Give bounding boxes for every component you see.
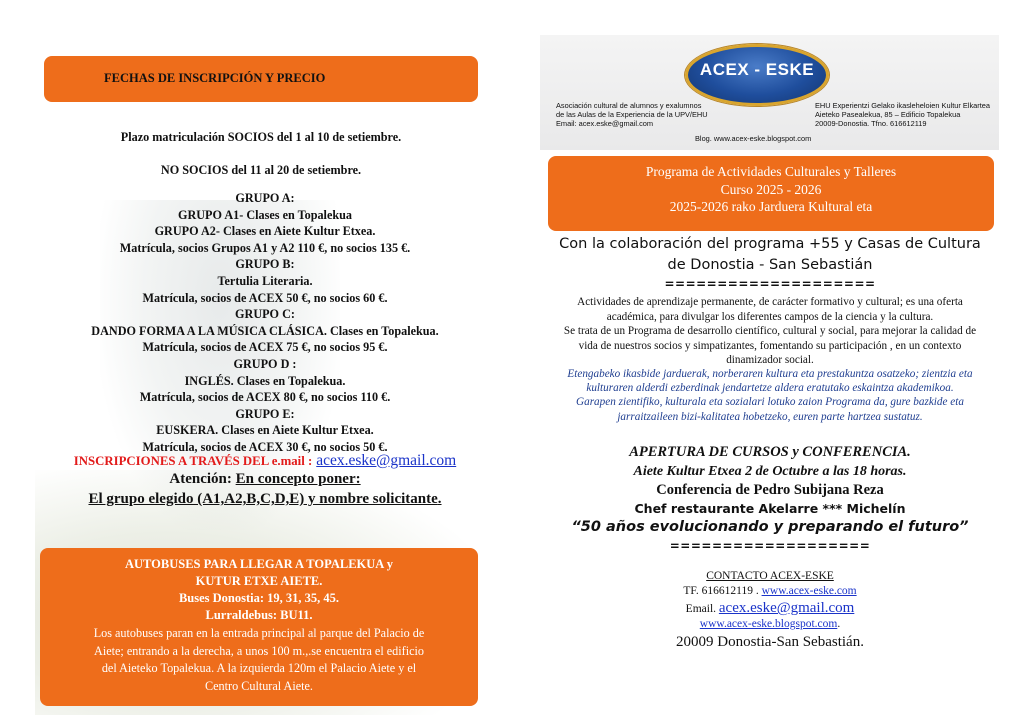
group-line: GRUPO C:: [235, 307, 295, 322]
basque-line: kulturaren alderdi ezberdinak jendartetze aldera eratutako eskaintza akademikoa.: [586, 382, 954, 395]
logo-right-line: Aieteko Pasealekua, 85 – Edificio Topalekua: [815, 110, 961, 119]
aiete-date: Aiete Kultur Etxea 2 de Octubre a las 18 horas.: [633, 464, 907, 479]
groups-list: [40, 190, 490, 456]
contacto-city: 20009 Donostia-San Sebastián.: [676, 634, 864, 650]
bus-description-line: Centro Cultural Aiete.: [205, 678, 313, 693]
chef-line: Chef restaurante Akelarre *** Michelín: [634, 501, 906, 516]
contacto-title: CONTACTO ACEX-ESKE: [706, 570, 834, 582]
bus-lines: Buses Donostia: 19, 31, 35, 45.: [178, 591, 340, 605]
group-line: Matrícula, socios de ACEX 75 €, no socios 95 €.: [142, 340, 388, 355]
group-line: GRUPO E:: [235, 406, 295, 421]
inscripciones-line: [40, 452, 490, 470]
description-line: académica, para divulgar los diferentes campos de la ciencia y la cultura.: [606, 310, 934, 323]
colaboracion-line-1: Con la colaboración del programa +55 y Casas de Cultura: [559, 236, 981, 252]
bus-description-line: Los autobuses paran en la entrada principal al parque del Palacio de: [93, 626, 425, 640]
bus-description-line: del Aieteko Topalekua. A la izquierda 120m el Palacio Aiete y el: [101, 661, 417, 675]
group-line: GRUPO A2- Clases en Aiete Kultur Etxea.: [154, 224, 376, 239]
group-line: Tertulia Literaria.: [217, 273, 313, 288]
web-link[interactable]: www.acex-eske.com: [761, 585, 857, 597]
logo-right-info: [815, 101, 997, 128]
concepto-label: En concepto poner:: [235, 471, 361, 487]
programa-line: Programa de Actividades Culturales y Talleres: [645, 164, 897, 179]
separator-2: ===================: [669, 539, 871, 553]
logo-title: ACEX - ESKE: [699, 60, 815, 79]
blog-link[interactable]: www.acex-eske.blogspot.com: [699, 618, 838, 630]
group-line: Matrícula, socios de ACEX 50 €, no socios 60 €.: [142, 290, 388, 305]
group-line: EUSKERA. Clases en Aiete Kultur Etxea.: [156, 423, 374, 438]
logo-left-line: Asociación cultural de alumnos y exalumnos: [556, 101, 702, 110]
plazo-socios: Plazo matriculación SOCIOS del 1 al 10 de setiembre.: [120, 130, 402, 144]
separator: ====================: [664, 277, 876, 291]
logo-right-line: 20009-Donostia. Tfno. 616612119: [815, 119, 927, 128]
description-line: vida de nuestros socios y simpatizantes, fomentando su participación , en un contexto: [578, 339, 962, 352]
group-line: DANDO FORMA A LA MÚSICA CLÁSICA. Clases en Topalekua.: [91, 323, 439, 338]
programa-title: [548, 163, 994, 216]
group-line: GRUPO D :: [233, 356, 297, 371]
basque-line: Etengabeko ikasbide jarduerak, norberaren kultura eta prestakuntza osatzeko; zientzia eta: [567, 368, 973, 380]
basque-line: Garapen zientifiko, kulturala eta sozialari lotuko zaion Programa da, gure bazkide eta: [576, 396, 964, 409]
email-link[interactable]: acex.eske@gmail.com: [718, 600, 855, 616]
contacto-email-line: [540, 600, 1000, 617]
basque-line: jarraitzaileen bizi-kalitatea hobetzeko, euren parte hartzea sustatuz.: [617, 410, 923, 423]
logo-left-line: de las Aulas de la Experiencia de la UPV/EHU: [556, 110, 708, 119]
logo-left-info: [556, 101, 796, 128]
inscription-header-title: FECHAS DE INSCRIPCIÓN Y PRECIO: [104, 71, 326, 85]
inscripciones-label: INSCRIPCIONES A TRAVÉS DEL e.mail :: [73, 454, 313, 468]
logo-left-line: Email: acex.eske@gmail.com: [556, 119, 654, 128]
bus-title-2: KUTUR ETXE AIETE.: [195, 574, 323, 588]
grupo-elegido-text: El grupo elegido (A1,A2,B,C,D,E) y nombre solicitante: [88, 491, 438, 507]
description-line: Actividades de aprendizaje permanente, de carácter formativo y cultural; es una oferta: [577, 296, 963, 308]
contacto-blog-line: [540, 618, 1000, 630]
group-line: Matrícula, socios de ACEX 80 €, no socios 110 €.: [139, 390, 391, 405]
group-line: Matrícula, socios de ACEX 30 €, no socios 50 €.: [142, 439, 388, 454]
description-basque: [540, 367, 1000, 424]
group-line: INGLÉS. Clases en Topalekua.: [184, 373, 346, 388]
contacto-phone-line: [540, 585, 1000, 597]
blog-suffix: .: [837, 618, 841, 630]
group-line: Matrícula, socios Grupos A1 y A2 110 €, no socios 135 €.: [119, 240, 411, 255]
description-line: Se trata de un Programa de desarrollo científico, cultural y social, para mejorar la calidad de: [563, 325, 977, 337]
atencion-line: [40, 471, 490, 488]
programa-line: 2025-2026 rako Jarduera Kultural eta: [669, 199, 873, 214]
inscripciones-email-link[interactable]: acex.eske@gmail.com: [316, 452, 457, 469]
phone-label: TF. 616612119 .: [683, 585, 759, 597]
logo-right-line: EHU Experientzi Gelako ikasleheloien Kultur Elkartea: [815, 101, 990, 110]
bus-title-1: AUTOBUSES PARA LLEGAR A TOPALEKUA y: [124, 557, 393, 571]
lurraldebus-lines: Lurraldebus: BU11.: [205, 608, 313, 622]
bus-description: [40, 625, 478, 695]
bus-description-line: Aiete; entrando a la derecha, a unos 100 m.,.se encuentra el edificio: [94, 643, 424, 658]
programa-line: Curso 2025 - 2026: [720, 181, 822, 197]
description-spanish: [540, 295, 1000, 368]
group-line: GRUPO B:: [235, 257, 295, 272]
group-line: GRUPO A:: [235, 191, 295, 205]
description-line: dinamizador social.: [726, 354, 814, 366]
conferencia-lema: “50 años evolucionando y preparando el futuro”: [571, 519, 969, 535]
apertura-title: APERTURA DE CURSOS y CONFERENCIA.: [629, 444, 911, 460]
atencion-label: Atención:: [169, 471, 232, 487]
plazo-no-socios: NO SOCIOS del 11 al 20 de setiembre.: [160, 163, 362, 177]
grupo-elegido: El grupo elegido (A1,A2,B,C,D,E) y nombre solicitante.: [88, 491, 442, 507]
email-label: Email.: [685, 603, 717, 615]
group-line: GRUPO A1- Clases en Topalekua: [177, 207, 353, 222]
conferencia-title: Conferencia de Pedro Subijana Reza: [656, 482, 884, 498]
logo-blog: Blog. www.acex-eske.blogspot.com: [695, 134, 812, 143]
colaboracion-line-2: de Donostia - San Sebastián: [667, 257, 873, 273]
